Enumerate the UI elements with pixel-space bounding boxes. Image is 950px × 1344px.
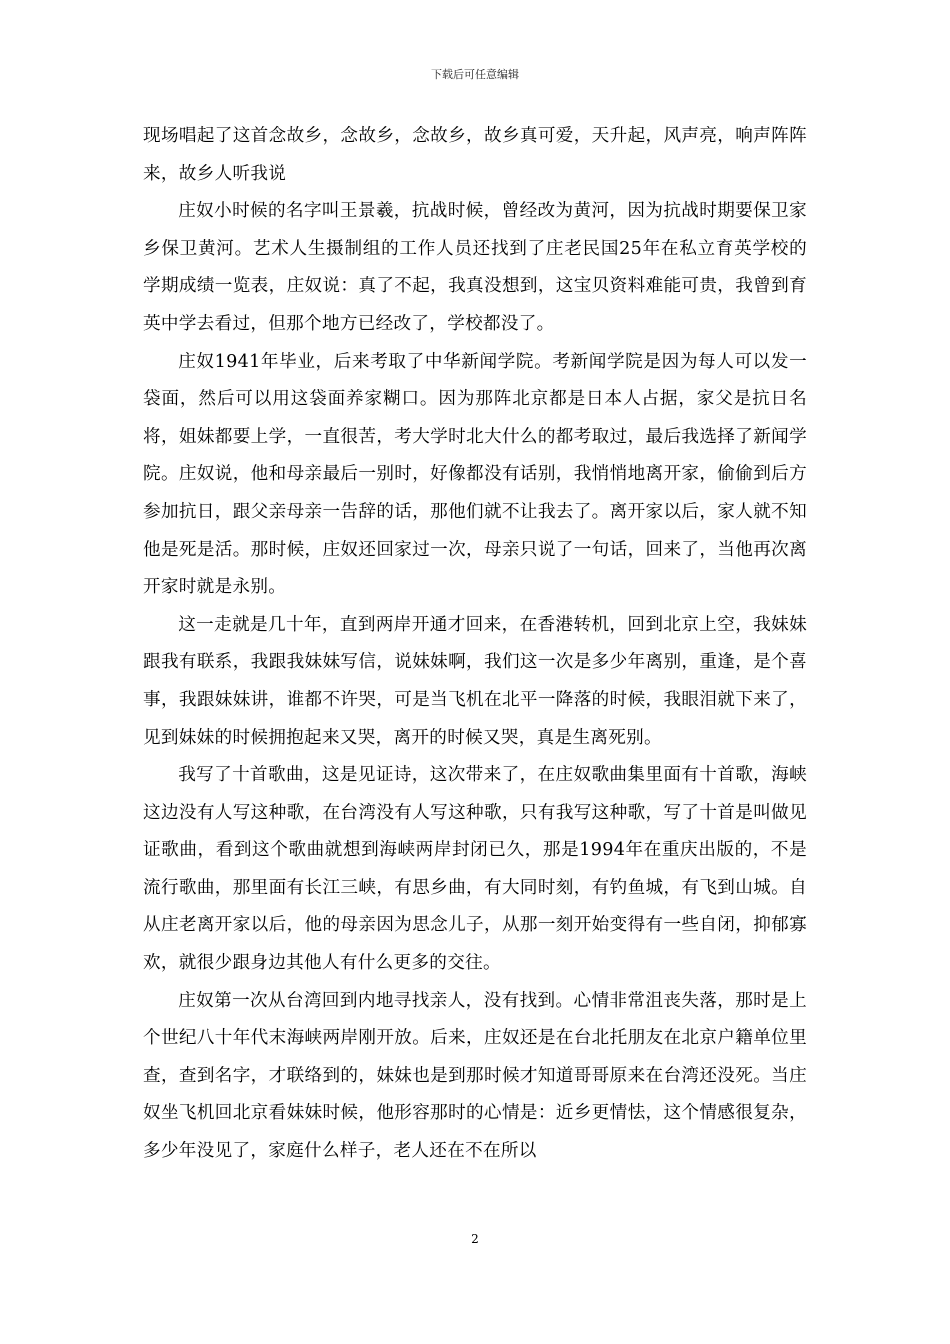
paragraph-first-return: 庄奴第一次从台湾回到内地寻找亲人，没有找到。心情非常沮丧失落，那时是上个世纪八十年代末海峡两岸刚开放。后来，庄奴还是在台北托朋友在北京户籍单位里查，查到名字，才联络到的，妹妹也是到那时候才知道哥哥原来在台湾还没死。当庄奴坐飞机回北京看妹妹时候，他形容那时的心情是：近乡更情怯，这个情感很复杂，多少年没见了，家庭什么样子，老人还在不在所以 — [143, 990, 807, 1162]
paragraph-ten-songs: 我写了十首歌曲，这是见证诗，这次带来了，在庄奴歌曲集里面有十首歌，海峡这边没有人写这种歌，在台湾没有人写这种歌，只有我写这种歌，写了十首是叫做见证歌曲，看到这个歌曲就想到海峡两岸封闭已久，那是1994年在重庆出版的，不是流行歌曲，那里面有长江三峡，有思乡曲，有大同时刻，有钓鱼城，有飞到山城。自从庄老离开家以后，他的母亲因为思念儿子，从那一刻开始变得有一些自闭，抑郁寡欢，就很少跟身边其他人有什么更多的交往。 — [143, 765, 807, 974]
paragraph-childhood-name: 庄奴小时候的名字叫王景羲，抗战时候，曾经改为黄河，因为抗战时期要保卫家乡保卫黄河。艺术人生摄制组的工作人员还找到了庄老民国25年在私立育英学校的学期成绩一览表，庄奴说：真了不起，我真没想到，这宝贝资料难能可贵，我曾到育英中学去看过，但那个地方已经改了，学校都没了。 — [143, 201, 807, 334]
paragraph-reunion: 这一走就是几十年，直到两岸开通才回来，在香港转机，回到北京上空，我妹妹跟我有联系，我跟我妹妹写信，说妹妹啊，我们这一次是多少年离别，重逢，是个喜事，我跟妹妹讲，谁都不许哭，可是当飞机在北平一降落的时候，我眼泪就下来了，见到妹妹的时候拥抱起来又哭，离开的时候又哭，真是生离死别。 — [143, 614, 807, 748]
page-number: 2 — [471, 1232, 479, 1246]
paragraph-continued: 现场唱起了这首念故乡，念故乡，念故乡，故乡真可爱，天升起，风声亮，响声阵阵来，故乡人听我说 — [143, 126, 807, 184]
page-header: 下载后可任意编辑 — [431, 68, 519, 81]
paragraph-graduation: 庄奴1941年毕业，后来考取了中华新闻学院。考新闻学院是因为每人可以发一袋面，然后可以用这袋面养家糊口。因为那阵北京都是日本人占据，家父是抗日名将，姐妹都要上学，一直很苦，考大学时北大什么的都考取过，最后我选择了新闻学院。庄奴说，他和母亲最后一别时，好像都没有话别，我悄悄地离开家，偷偷到后方参加抗日，跟父亲母亲一告辞的话，那他们就不让我去了。离开家以后，家人就不知他是死是活。那时候，庄奴还回家过一次，母亲只说了一句话，回来了，当他再次离开家时就是永别。 — [143, 351, 807, 598]
document-body — [143, 118, 807, 1171]
